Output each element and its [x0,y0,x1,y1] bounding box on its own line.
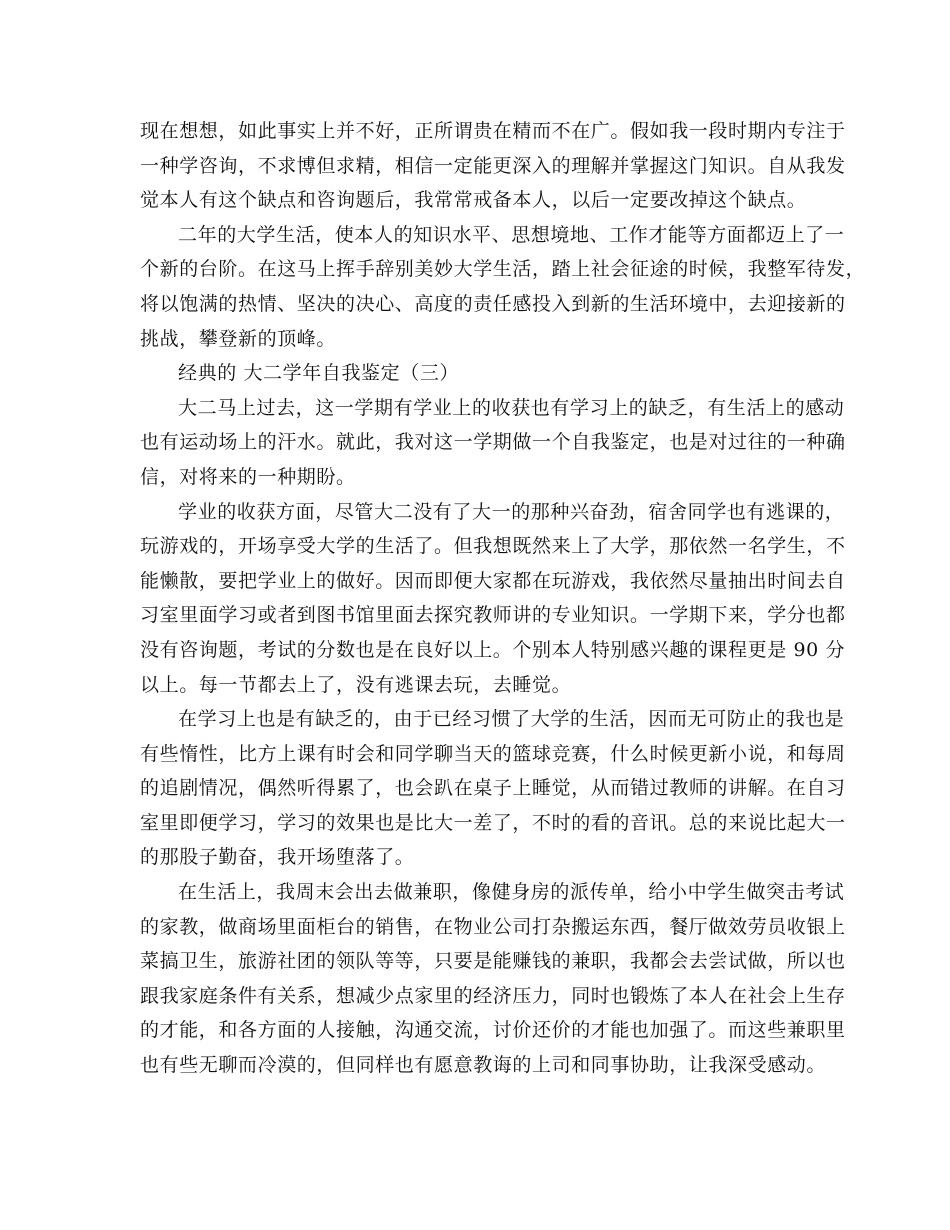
paragraph-first-line: 在学习上也是有缺乏的，由于已经习惯了大学的生活，因而无可防止的我也是 [178,708,845,731]
text-line: 一种学咨询，不求博但求精，相信一定能更深入的理解并掌握这门知识。自从我发 [140,154,846,177]
text-line: 挑战，攀登新的顶峰。 [140,327,337,350]
text-line: 室里即便学习，学习的效果也是比大一差了，不时的看的音讯。总的来说比起大一 [140,811,846,834]
text-line: 的家教，做商场里面柜台的销售，在物业公司打杂搬运东西，餐厅做效劳员收银上 [140,915,846,938]
text-line: 也有些无聊而冷漠的，但同样也有愿意教诲的上司和同事协助，让我深受感动。 [140,1054,827,1077]
text-line: 玩游戏的，开场享受大学的生活了。但我想既然来上了大学，那依然一名学生，不 [140,535,846,558]
paragraph-first-line: 在生活上，我周末会出去做兼职，像健身房的派传单，给小中学生做突击考试 [178,881,845,904]
text-line: 也有运动场上的汗水。就此，我对这一学期做一个自我鉴定，也是对过往的一种确 [140,431,846,454]
text-line: 的那股子勤奋，我开场堕落了。 [140,846,415,869]
text-line: 的才能，和各方面的人接触，沟通交流，讨价还价的才能也加强了。而这些兼职里 [140,1019,846,1042]
text-line: 菜搞卫生，旅游社团的领队等等，只要是能赚钱的兼职，我都会去尝试做，所以也 [140,950,846,973]
text-line: 的追剧情况，偶然听得累了，也会趴在桌子上睡觉，从而错过教师的讲解。在自习 [140,777,846,800]
text-line: 将以饱满的热情、坚决的决心、高度的责任感投入到新的生活环境中，去迎接新的 [140,292,846,315]
text-line: 习室里面学习或者到图书馆里面去探究教师讲的专业知识。一学期下来，学分也都 [140,604,846,627]
text-line: 以上。每一节都去上了，没有逃课去玩，去睡觉。 [140,673,572,696]
text-line: 有些惰性，比方上课有时会和同学聊当天的篮球竞赛，什么时候更新小说，和每周 [140,742,846,765]
text-line: 觉本人有这个缺点和咨询题后，我常常戒备本人，以后一定要改掉这个缺点。 [140,189,807,212]
text-line: 跟我家庭条件有关系，想减少点家里的经济压力，同时也锻炼了本人在社会上生存 [140,984,846,1007]
paragraph-first-line: 大二马上过去，这一学期有学业上的收获也有学习上的缺乏，有生活上的感动 [178,396,845,419]
text-line: 现在想想，如此事实上并不好，正所谓贵在精而不在广。假如我一段时期内专注于 [140,120,846,142]
text-line: 能懒散，要把学业上的做好。因而即便大家都在玩游戏，我依然尽量抽出时间去自 [140,569,846,592]
text-line: 信，对将来的一种期盼。 [140,465,356,488]
paragraph-first-line: 学业的收获方面，尽管大二没有了大一的那种兴奋劲，宿舍同学也有逃课的， [178,500,845,523]
text-line: 个新的台阶。在这马上挥手辞别美妙大学生活，踏上社会征途的时候，我整军待发， [140,258,866,281]
document-body [140,114,866,1083]
text-line: 没有咨询题，考试的分数也是在良好以上。个别本人特别感兴趣的课程更是 90 分 [140,638,846,661]
section-heading: 经典的 大二学年自我鉴定（三） [178,362,460,385]
paragraph-first-line: 二年的大学生活，使本人的知识水平、思想境地、工作才能等方面都迈上了一 [178,223,845,246]
